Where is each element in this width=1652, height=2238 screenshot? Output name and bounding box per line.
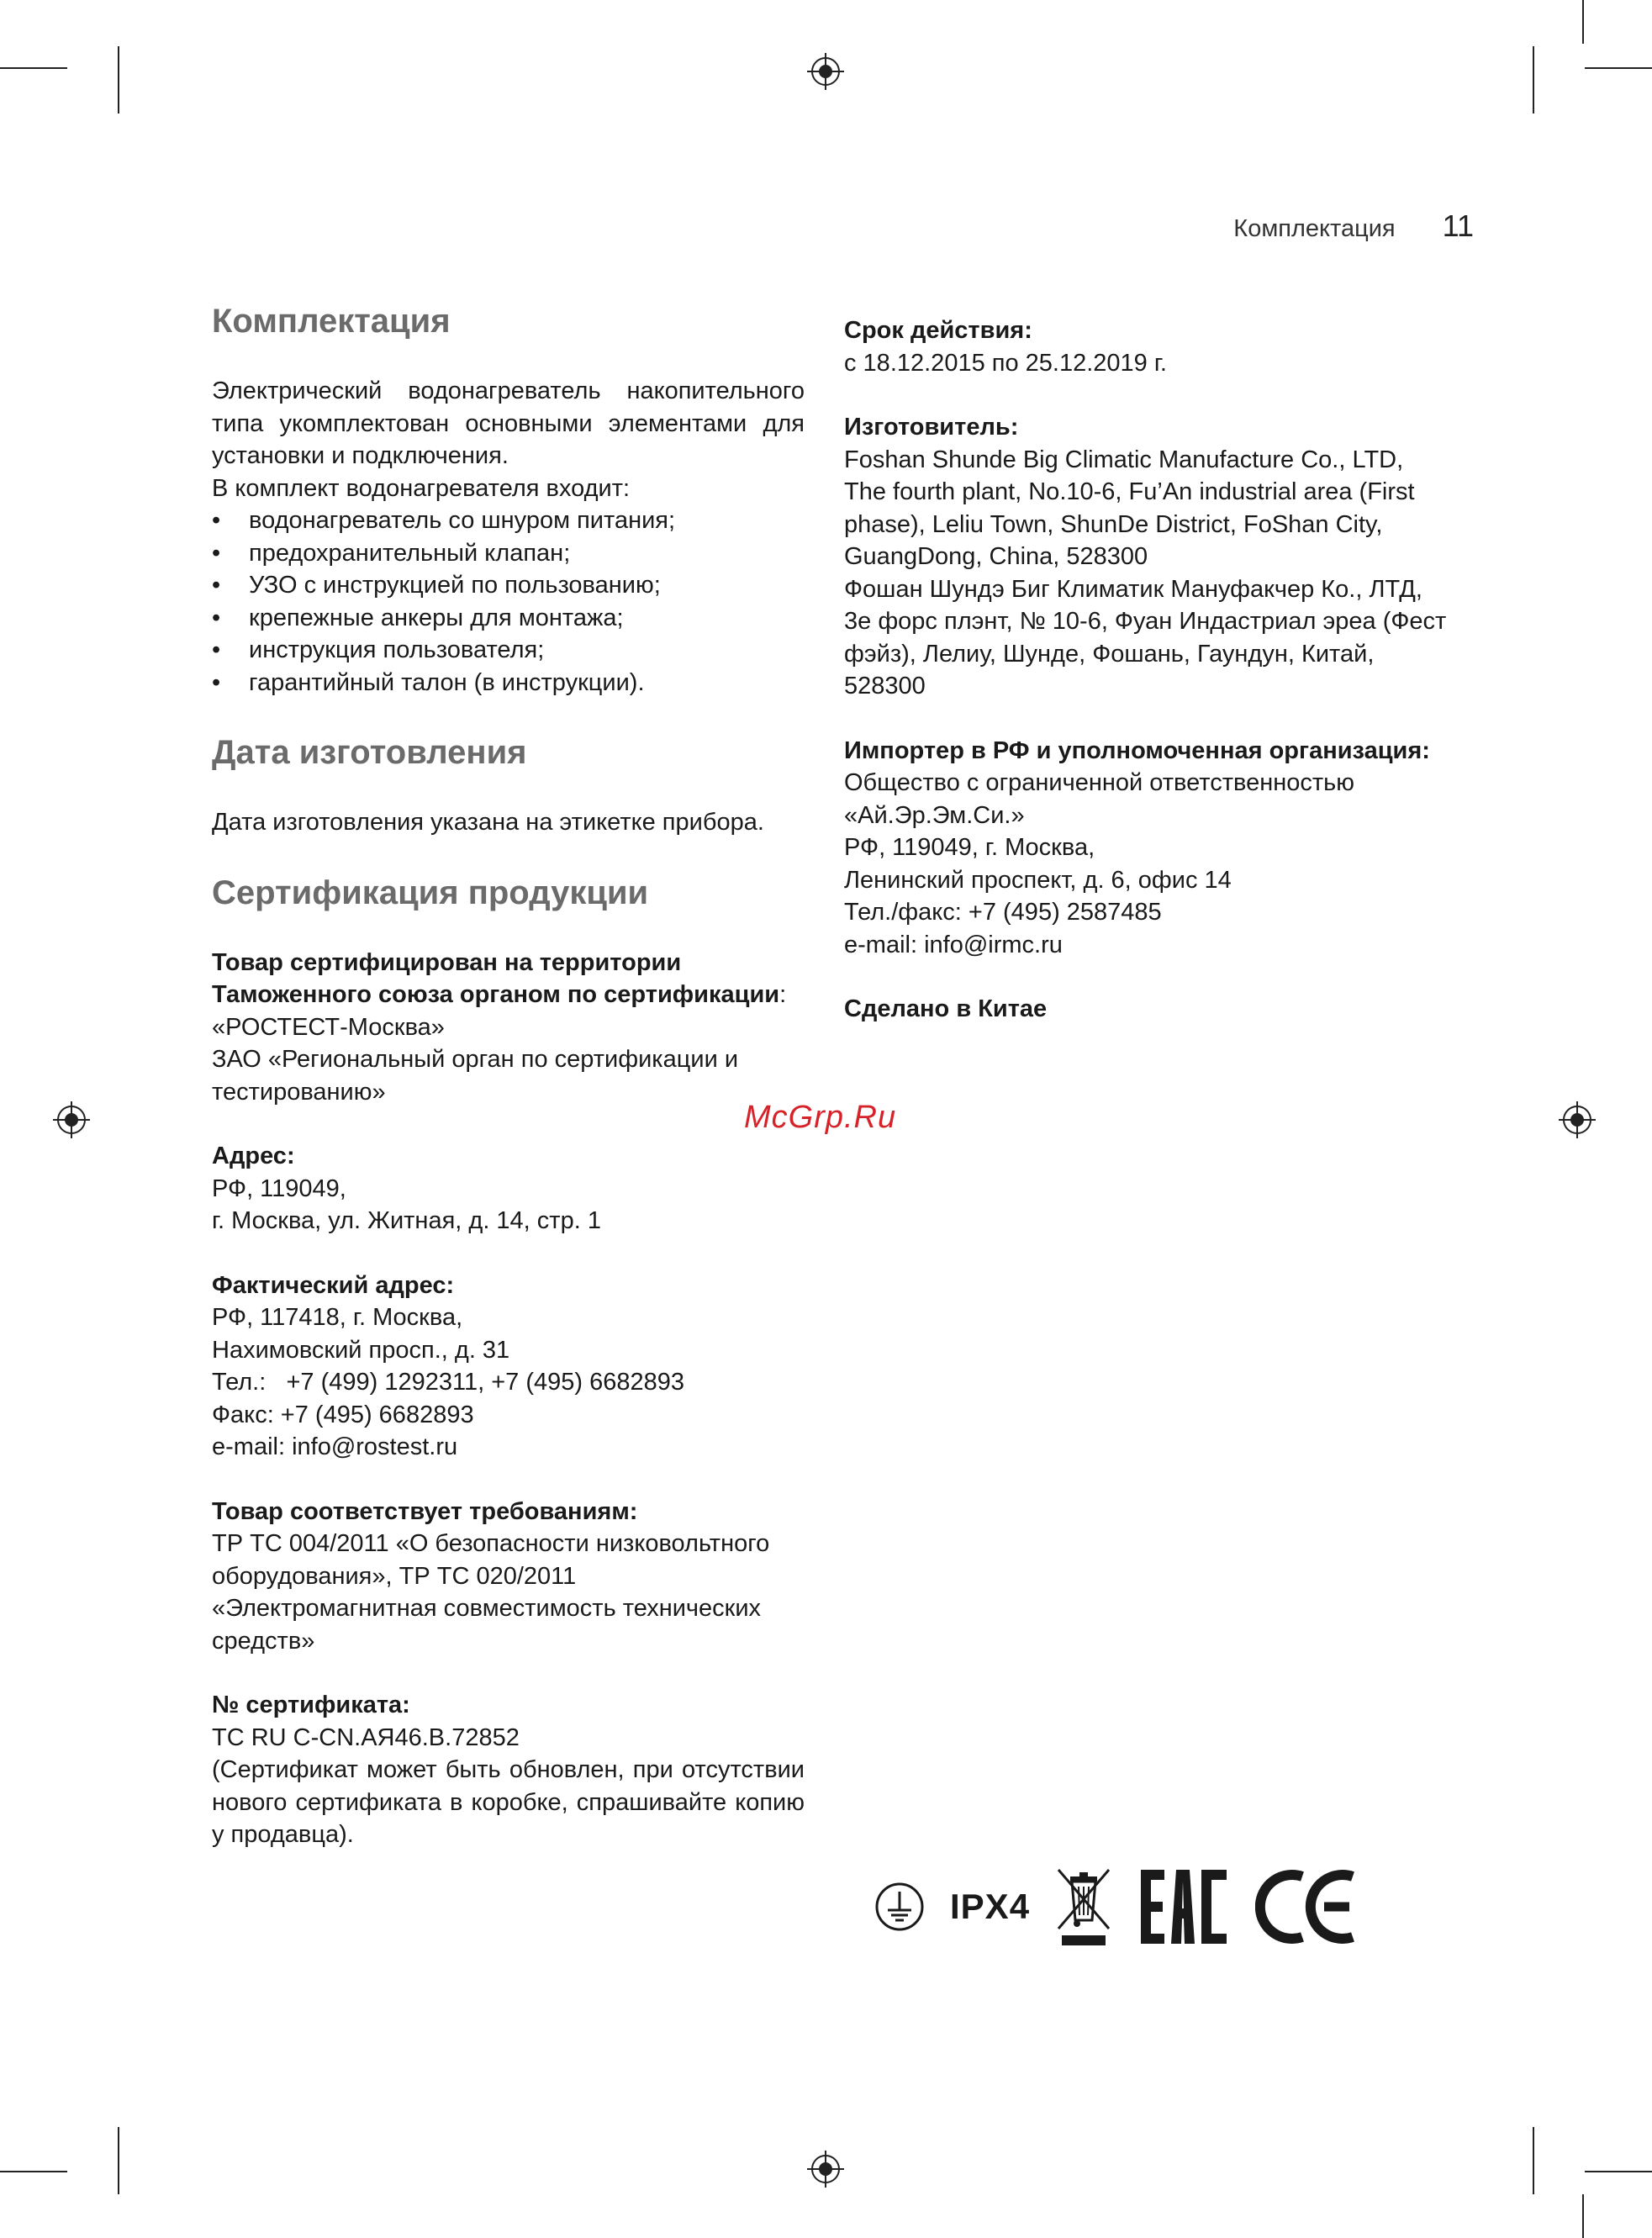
address-title: Адрес:	[212, 1143, 295, 1169]
page-header	[1233, 208, 1474, 244]
actual-address-line: Нахимовский просп., д. 31	[212, 1336, 510, 1364]
cert-body-line: «РОСТЕСТ-Москва»	[212, 1013, 445, 1041]
list-item: • крепежные анкеры для монтажа;	[212, 602, 805, 635]
actual-address-title: Фактический адрес:	[212, 1271, 455, 1299]
address-line: г. Москва, ул. Житная, д. 14, стр. 1	[212, 1207, 601, 1234]
cert-body-title: Товар сертифицирован на территории Таможенного союза органом по сертификации	[212, 948, 780, 1008]
list-item: • предохранительный клапан;	[212, 537, 805, 570]
crop-mark	[1582, 0, 1584, 44]
importer-line: Общество с ограниченной ответственностью	[844, 769, 1355, 796]
crop-mark	[1533, 2127, 1534, 2194]
actual-address-line: Факс: +7 (495) 6682893	[212, 1401, 474, 1428]
certificate-number-value: ТС RU C-CN.АЯ46.В.72852	[212, 1723, 520, 1751]
left-column	[212, 301, 805, 1851]
certificate-note: (Сертификат может быть обновлен, при отсутствии нового сертификата в коробке, спрашивайте копию у продавца).	[212, 1756, 805, 1848]
address-line: РФ, 119049,	[212, 1174, 346, 1202]
weee-crossed-bin-icon	[1053, 1865, 1114, 1949]
protective-earth-icon	[874, 1882, 925, 1932]
date-text: Дата изготовления указана на этикетке прибора.	[212, 809, 764, 836]
crop-mark	[118, 2127, 119, 2194]
importer-title: Импортер в РФ и уполномоченная организация:	[844, 736, 1430, 764]
registration-mark-icon	[1559, 1101, 1596, 1138]
date-heading: Дата изготовления	[212, 734, 527, 771]
list-item: • УЗО с инструкцией по пользованию;	[212, 569, 805, 602]
ip-rating-label: IPX4	[950, 1887, 1031, 1926]
ce-mark-icon	[1255, 1866, 1358, 1947]
crop-mark	[1585, 2171, 1652, 2172]
running-header-title: Комплектация	[1233, 215, 1396, 242]
crop-mark	[118, 46, 119, 113]
crop-mark	[1533, 46, 1534, 113]
page-number: 11	[1442, 208, 1474, 243]
importer-line: e-mail: info@irmc.ru	[844, 931, 1063, 958]
registration-mark-icon	[807, 53, 844, 90]
importer-line: «Ай.Эр.Эм.Си.»	[844, 801, 1025, 829]
cert-heading: Сертификация продукции	[212, 874, 649, 911]
requirements-text: ТР ТС 004/2011 «О безопасности низковольтного оборудования», ТР ТС 020/2011 «Электромагнитная совместимость технических средств»	[212, 1530, 770, 1655]
validity-value: с 18.12.2015 по 25.12.2019 г.	[844, 349, 1167, 377]
cert-body-colon: :	[779, 981, 787, 1008]
manufacturer-ru: Фошан Шундэ Биг Климатик Мануфакчер Ко., ЛТД, 3е форс плэнт, № 10-6, Фуан Индастриал эреа (Фест фэйз), Лелиу, Шунде, Фошань, Гаундун, Китай, 528300	[844, 575, 1447, 699]
crop-mark	[1585, 67, 1652, 69]
actual-address-line: Тел.: +7 (499) 1292311, +7 (495) 6682893	[212, 1369, 684, 1396]
importer-line: Ленинский проспект, д. 6, офис 14	[844, 866, 1232, 894]
validity-title: Срок действия:	[844, 317, 1032, 344]
manufacturer-title: Изготовитель:	[844, 414, 1019, 441]
compliance-symbols	[874, 1865, 1358, 1949]
kit-intro: Электрический водонагреватель накопительного типа укомплектован основными элементами для установки и подключения.	[212, 377, 805, 469]
actual-address-line: РФ, 117418, г. Москва,	[212, 1304, 463, 1331]
list-item: • инструкция пользователя;	[212, 634, 805, 667]
made-in: Сделано в Китае	[844, 995, 1048, 1022]
crop-mark	[1582, 2194, 1584, 2238]
actual-address-line: e-mail: info@rostest.ru	[212, 1433, 458, 1460]
cert-body	[212, 947, 805, 1011]
list-item: • гарантийный талон (в инструкции).	[212, 667, 805, 699]
manufacturer-en: Foshan Shunde Big Climatic Manufacture Co., LTD, The fourth plant, No.10-6, Fu’An industrial area (First phase), Leliu Town, ShunDe District, FoShan City, GuangDong, China, 528300	[844, 446, 1415, 570]
importer-line: Тел./факс: +7 (495) 2587485	[844, 899, 1162, 926]
certificate-number-title: № сертификата:	[212, 1692, 410, 1718]
kit-list	[212, 504, 805, 699]
watermark: McGrp.Ru	[744, 1100, 897, 1135]
cert-body-line: ЗАО «Региональный орган по сертификации и тестированию»	[212, 1046, 739, 1106]
importer-line: РФ, 119049, г. Москва,	[844, 834, 1095, 861]
right-column	[844, 314, 1449, 1026]
registration-mark-icon	[807, 2151, 844, 2188]
kit-list-intro: В комплект водонагревателя входит:	[212, 474, 631, 502]
registration-mark-icon	[53, 1101, 90, 1138]
list-item: • водонагреватель со шнуром питания;	[212, 504, 805, 537]
kit-heading: Комплектация	[212, 303, 451, 340]
crop-mark	[0, 2171, 67, 2172]
eac-mark-icon	[1139, 1866, 1233, 1947]
crop-mark	[0, 67, 67, 69]
requirements-title: Товар соответствует требованиям:	[212, 1497, 638, 1525]
